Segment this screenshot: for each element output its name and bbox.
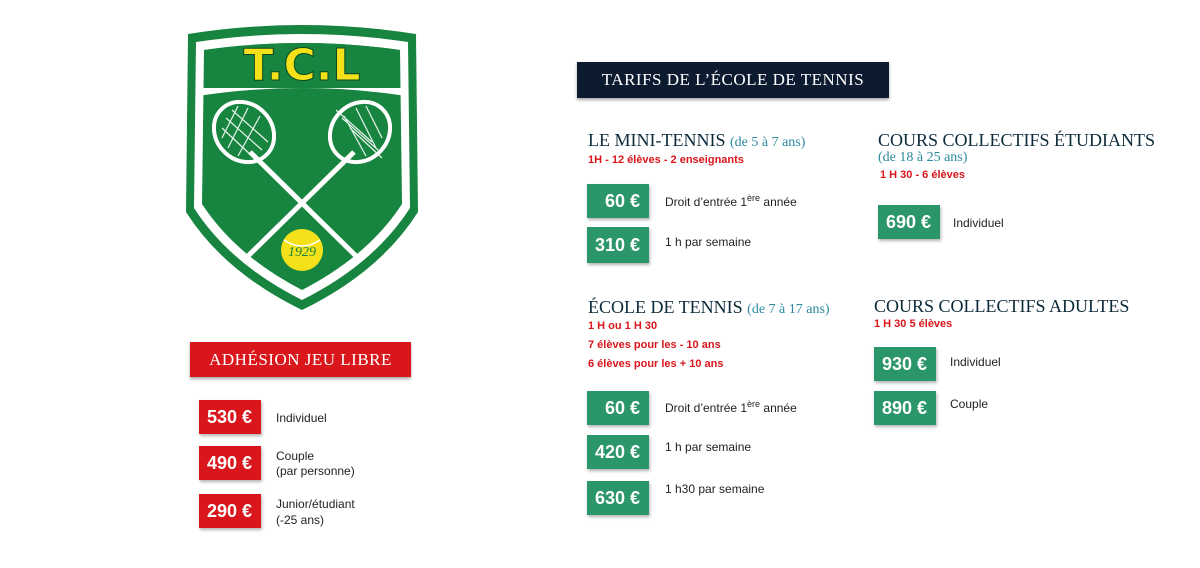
ecole-price-1h: 420 € [587, 435, 649, 469]
ecole-note-1: 1 H ou 1 H 30 [588, 320, 658, 332]
adultes-label-individuel: Individuel [950, 355, 1001, 369]
adhesion-sub-junior: (-25 ans) [276, 513, 325, 527]
adultes-price-individuel: 930 € [874, 347, 936, 381]
ecole-note-3: 6 élèves pour les + 10 ans [588, 358, 724, 370]
ecole-tennis-title-text: ÉCOLE DE TENNIS [588, 297, 743, 317]
svg-text:T.C.L: T.C.L [243, 40, 361, 91]
mini-label-droit: Droit d’entrée 1ère année [665, 193, 797, 209]
svg-text:1929: 1929 [288, 245, 316, 260]
adultes-note: 1 H 30 5 élèves [874, 318, 953, 330]
adhesion-sub-couple: (par personne) [276, 464, 355, 478]
ecole-note-2: 7 élèves pour les - 10 ans [588, 339, 721, 351]
etudiants-label-individuel: Individuel [953, 216, 1004, 230]
ecole-price-droit: 60 € [587, 391, 649, 425]
ecole-label-1h: 1 h par semaine [665, 440, 752, 454]
adultes-title: COURS COLLECTIFS ADULTES [874, 296, 1130, 316]
adhesion-label-individuel: Individuel [276, 411, 327, 425]
adhesion-price-couple: 490 € [199, 446, 261, 480]
adhesion-heading: ADHÉSION JEU LIBRE [190, 342, 411, 377]
mini-label-hebdo: 1 h par semaine [665, 235, 752, 249]
ecole-price-1h30: 630 € [587, 481, 649, 515]
ecole-tennis-age: (de 7 à 17 ans) [747, 302, 830, 317]
ecole-label-droit: Droit d’entrée 1ère année [665, 399, 797, 415]
etudiants-note: 1 H 30 - 6 élèves [880, 169, 966, 181]
mini-tennis-note: 1H - 12 élèves - 2 enseignants [588, 154, 744, 166]
mini-tennis-age: (de 5 à 7 ans) [729, 135, 806, 150]
adhesion-label-couple: Couple [276, 449, 315, 463]
adhesion-label-junior: Junior/étudiant [276, 497, 355, 511]
mini-price-hebdo: 310 € [587, 227, 649, 263]
tcl-club-logo [180, 22, 424, 312]
etudiants-age: (de 18 à 25 ans) [878, 150, 968, 165]
mini-tennis-title [588, 130, 805, 151]
adhesion-price-individuel: 530 € [199, 400, 261, 434]
adultes-price-couple: 890 € [874, 391, 936, 425]
mini-tennis-title-text: LE MINI-TENNIS [588, 130, 726, 150]
ecole-label-1h30: 1 h30 par semaine [665, 482, 765, 496]
adultes-label-couple: Couple [950, 397, 989, 411]
etudiants-price-individuel: 690 € [878, 205, 940, 239]
ecole-tennis-title [588, 297, 830, 318]
tarifs-heading: TARIFS DE L’ÉCOLE DE TENNIS [577, 62, 889, 98]
mini-price-droit: 60 € [587, 184, 649, 218]
etudiants-title: COURS COLLECTIFS ÉTUDIANTS [878, 130, 1156, 150]
adhesion-price-junior: 290 € [199, 494, 261, 528]
